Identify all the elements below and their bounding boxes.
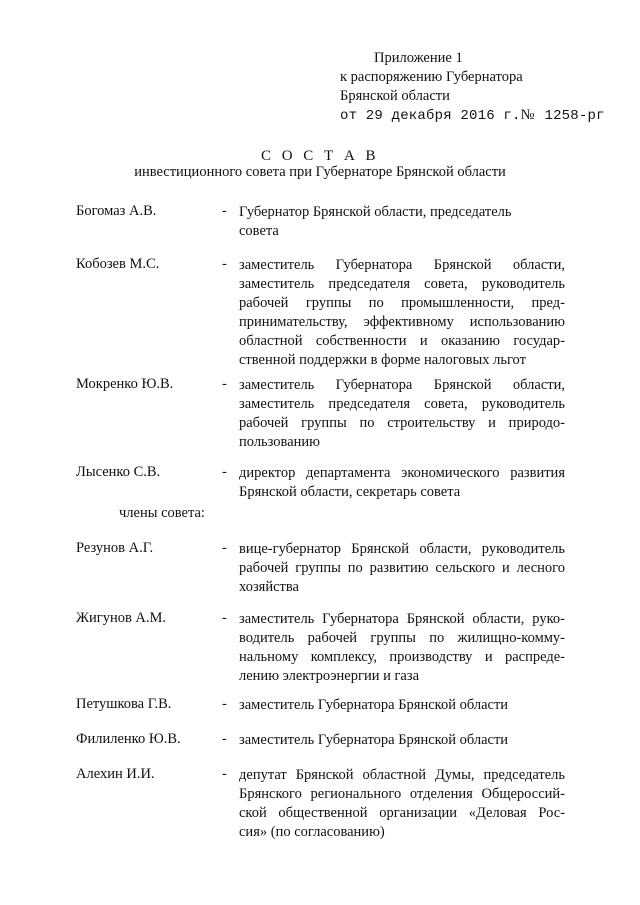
dash-separator: - xyxy=(222,540,227,556)
role-line: рабочей группы по промышленности, пред- xyxy=(239,295,565,311)
member-role xyxy=(239,766,565,842)
member-role xyxy=(239,464,565,502)
member-name: Петушкова Г.В. xyxy=(76,696,172,712)
member-role xyxy=(239,610,565,686)
dash-separator: - xyxy=(222,766,227,782)
role-line: лению электроэнергии и газа xyxy=(239,668,420,684)
role-line: Брянского регионального отделения Общероссий- xyxy=(239,786,565,802)
role-line: совета xyxy=(239,223,279,239)
role-line: нальному комплексу, производству и распреде- xyxy=(239,649,565,665)
role-line: Брянской области, секретарь совета xyxy=(239,484,461,500)
member-name: Богомаз А.В. xyxy=(76,203,157,219)
dash-separator: - xyxy=(222,610,227,626)
role-line: заместитель председателя совета, руководитель xyxy=(239,276,565,292)
dash-separator: - xyxy=(222,203,227,219)
role-line: пользованию xyxy=(239,434,321,450)
role-line: заместитель председателя совета, руководитель xyxy=(239,396,565,412)
annex-date: от 29 декабря 2016 г. xyxy=(340,108,521,124)
role-line: водитель рабочей группы по жилищно-комму- xyxy=(239,630,565,646)
annex-header xyxy=(336,49,605,126)
dash-separator: - xyxy=(222,696,227,712)
dash-separator: - xyxy=(222,731,227,747)
role-line: рабочей группы по строительству и природо- xyxy=(239,415,565,431)
member-role xyxy=(239,256,565,370)
role-line: ской общественной организации «Деловая Рос- xyxy=(239,805,565,821)
role-line: ственной поддержки в форме налоговых льгот xyxy=(239,352,526,368)
member-role xyxy=(239,376,565,452)
member-name: Мокренко Ю.В. xyxy=(76,376,174,392)
member-name: Алехин И.И. xyxy=(76,766,155,782)
role-line: принимательству, эффективному использованию xyxy=(239,314,565,330)
annex-date-line xyxy=(336,106,605,126)
members-label: члены совета: xyxy=(119,505,205,521)
role-line: депутат Брянской областной Думы, председатель xyxy=(239,767,565,783)
role-line: директор департамента экономического развития xyxy=(239,465,565,481)
member-name: Резунов А.Г. xyxy=(76,540,154,556)
member-role xyxy=(239,731,565,750)
annex-region-line: Брянской области xyxy=(340,88,450,104)
annex-ref-line: к распоряжению Губернатора xyxy=(340,69,523,85)
annex-title: Приложение 1 xyxy=(374,50,463,66)
member-name: Лысенко С.В. xyxy=(76,464,161,480)
role-line: заместитель Губернатора Брянской области, xyxy=(239,257,565,273)
role-line: вице-губернатор Брянской области, руководитель xyxy=(239,541,565,557)
role-line: сия» (по согласованию) xyxy=(239,824,385,840)
role-line: заместитель Губернатора Брянской области xyxy=(239,697,509,713)
dash-separator: - xyxy=(222,376,227,392)
annex-number: 1258-рг xyxy=(544,108,605,124)
dash-separator: - xyxy=(222,256,227,272)
document-subtitle: инвестиционного совета при Губернаторе Брянской области xyxy=(134,164,506,180)
member-role xyxy=(239,540,565,597)
role-line: областной собственности и оказанию государ- xyxy=(239,333,565,349)
role-line: заместитель Губернатора Брянской области, руко- xyxy=(239,611,565,627)
member-role xyxy=(239,696,565,715)
role-line: Губернатор Брянской области, председатель xyxy=(239,204,512,220)
member-role xyxy=(239,203,565,241)
member-name: Жигунов А.М. xyxy=(76,610,167,626)
role-line: заместитель Губернатора Брянской области, xyxy=(239,377,565,393)
document-title: С О С Т А В xyxy=(260,148,380,164)
dash-separator: - xyxy=(222,464,227,480)
member-name: Кобозев М.С. xyxy=(76,256,160,272)
member-name: Филиленко Ю.В. xyxy=(76,731,181,747)
role-line: рабочей группы по развитию сельского и лесного xyxy=(239,560,565,576)
annex-number-sign: № xyxy=(520,107,535,123)
role-line: заместитель Губернатора Брянской области xyxy=(239,732,509,748)
role-line: хозяйства xyxy=(239,579,299,595)
